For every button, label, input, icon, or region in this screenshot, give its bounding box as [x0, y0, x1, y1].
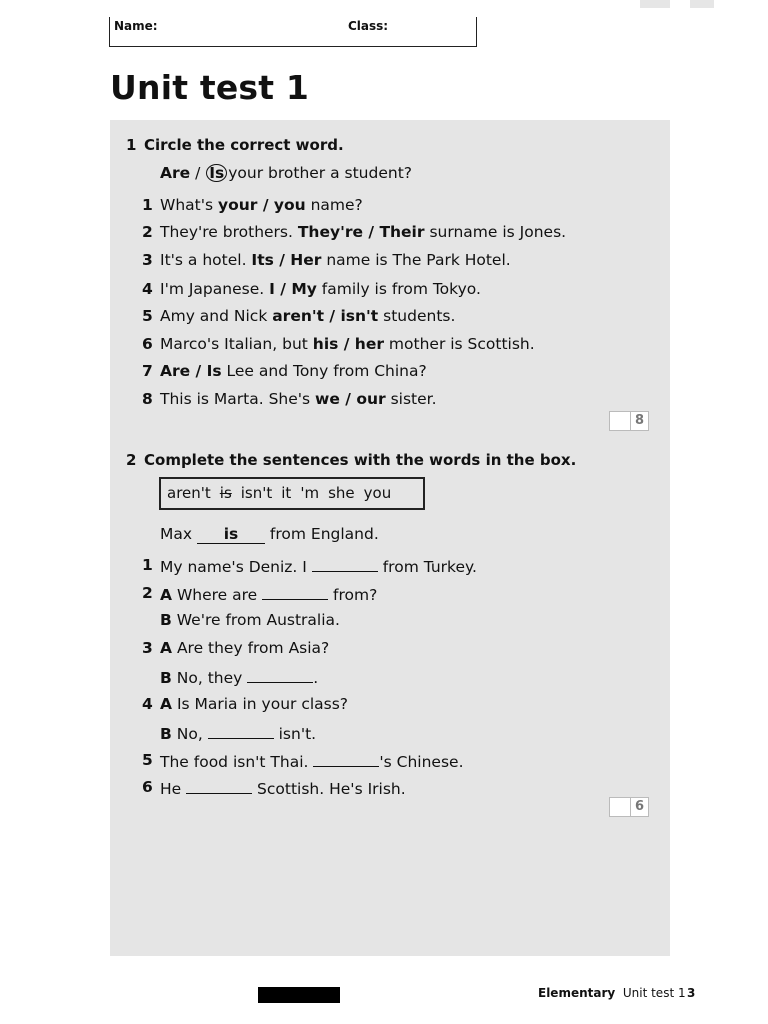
- item-number: 4: [142, 280, 153, 298]
- item-text: mother is Scottish.: [384, 335, 535, 353]
- item-text: from?: [328, 586, 378, 604]
- name-class-box: [109, 17, 477, 47]
- word-options[interactable]: Are / Is: [160, 362, 222, 380]
- item-number: 4: [142, 695, 153, 713]
- section-instruction: Complete the sentences with the words in the box.: [144, 451, 577, 469]
- list-item: [160, 639, 329, 657]
- item-text: Is Maria in your class?: [176, 695, 349, 713]
- answer-blank[interactable]: [312, 556, 378, 572]
- word-options[interactable]: we / our: [315, 390, 386, 408]
- list-item: [160, 778, 406, 798]
- box-word: she: [328, 484, 355, 502]
- speaker-label: A: [160, 586, 172, 604]
- item-text: name?: [305, 196, 363, 214]
- list-item: [160, 307, 455, 325]
- item-text: No, they: [176, 669, 248, 687]
- list-item: [160, 251, 511, 269]
- example-separator: /: [190, 164, 206, 182]
- item-number: 1: [142, 196, 153, 214]
- item-text: Where are: [176, 586, 263, 604]
- footer-test: Unit test 1: [622, 986, 686, 1000]
- item-number: 2: [142, 223, 153, 241]
- word-options[interactable]: I / My: [269, 280, 317, 298]
- list-item: [160, 196, 363, 214]
- example-rest: your brother a student?: [228, 164, 413, 182]
- item-text: students.: [378, 307, 456, 325]
- item-text: Lee and Tony from China?: [221, 362, 427, 380]
- speaker-label: A: [160, 695, 172, 713]
- item-number: 7: [142, 362, 153, 380]
- answer-blank[interactable]: [262, 584, 328, 600]
- answer-blank[interactable]: [208, 723, 274, 739]
- item-number: 3: [142, 251, 153, 269]
- list-item: [160, 362, 427, 380]
- box-word: it: [281, 484, 292, 502]
- item-text: We're from Australia.: [176, 611, 340, 629]
- box-word: isn't: [240, 484, 273, 502]
- item-text: .: [313, 669, 319, 687]
- word-options[interactable]: your / you: [218, 196, 306, 214]
- item-number: 8: [142, 390, 153, 408]
- item-number: 6: [142, 778, 153, 796]
- box-word: 'm: [300, 484, 320, 502]
- list-item: [160, 390, 437, 408]
- box-word-used: is: [219, 484, 232, 502]
- footer-redaction-bar: [258, 987, 340, 1003]
- section-1-score-box[interactable]: [609, 411, 649, 431]
- list-item: [160, 667, 318, 687]
- box-word: aren't: [167, 484, 211, 502]
- name-label: Name:: [114, 19, 158, 33]
- list-item: [160, 223, 566, 241]
- item-text: name is The Park Hotel.: [321, 251, 511, 269]
- item-text: Are they from Asia?: [176, 639, 330, 657]
- item-number: 5: [142, 307, 153, 325]
- speaker-label: A: [160, 639, 172, 657]
- item-text: It's a hotel.: [160, 251, 252, 269]
- item-text: Amy and Nick: [160, 307, 273, 325]
- word-options[interactable]: Its / Her: [251, 251, 322, 269]
- speaker-label: B: [160, 669, 172, 687]
- corner-mark: [690, 0, 714, 8]
- item-text: I'm Japanese.: [160, 280, 270, 298]
- item-number: 5: [142, 751, 153, 769]
- item-text: sister.: [385, 390, 437, 408]
- item-text: No,: [176, 725, 208, 743]
- item-text: What's: [160, 196, 218, 214]
- list-item: [160, 556, 477, 576]
- page-number: 3: [687, 986, 696, 1000]
- section-number: 2: [126, 451, 137, 469]
- section-instruction: Circle the correct word.: [144, 136, 344, 154]
- page-title: Unit test 1: [110, 68, 310, 107]
- item-number: 6: [142, 335, 153, 353]
- item-text: from Turkey.: [377, 558, 477, 576]
- example-option-a: Are: [160, 164, 191, 182]
- box-word: you: [363, 484, 392, 502]
- list-item: [160, 751, 464, 771]
- list-item: [160, 335, 535, 353]
- example-text: Max: [160, 525, 197, 543]
- list-item: [160, 584, 377, 604]
- word-options[interactable]: his / her: [312, 335, 384, 353]
- item-text: Scottish. He's Irish.: [252, 780, 406, 798]
- item-text: The food isn't Thai.: [160, 753, 314, 771]
- item-text: surname is Jones.: [424, 223, 567, 241]
- section-2-example: [160, 525, 379, 544]
- example-answer: is: [197, 525, 265, 544]
- speaker-label: B: [160, 611, 172, 629]
- section-1-example: [160, 164, 412, 182]
- section-number: 1: [126, 136, 137, 154]
- section-2-score-box[interactable]: [609, 797, 649, 817]
- item-text: 's Chinese.: [379, 753, 464, 771]
- footer-level: Elementary: [538, 986, 616, 1000]
- circled-answer: Is: [206, 164, 227, 182]
- list-item: [160, 280, 481, 298]
- footer-label: [538, 986, 686, 1000]
- class-label: Class:: [348, 19, 389, 33]
- section-2-heading: [126, 451, 576, 469]
- item-text: isn't.: [273, 725, 317, 743]
- example-text: from England.: [264, 525, 379, 543]
- word-options[interactable]: aren't / isn't: [272, 307, 379, 325]
- corner-mark: [640, 0, 670, 8]
- item-text: Marco's Italian, but: [160, 335, 313, 353]
- answer-blank[interactable]: [186, 778, 252, 794]
- item-number: 3: [142, 639, 153, 657]
- score-total: 8: [630, 412, 648, 430]
- list-item: [160, 723, 316, 743]
- answer-blank[interactable]: [313, 751, 379, 767]
- item-text: My name's Deniz. I: [160, 558, 312, 576]
- list-item: [160, 611, 340, 629]
- item-number: 1: [142, 556, 153, 574]
- score-total: 6: [630, 798, 648, 816]
- item-text: They're brothers.: [160, 223, 298, 241]
- word-box: [159, 477, 425, 510]
- item-text: family is from Tokyo.: [316, 280, 481, 298]
- item-text: He: [160, 780, 187, 798]
- item-number: 2: [142, 584, 153, 602]
- answer-blank[interactable]: [247, 667, 313, 683]
- speaker-label: B: [160, 725, 172, 743]
- word-options[interactable]: They're / Their: [297, 223, 425, 241]
- section-1-heading: [126, 136, 344, 154]
- list-item: [160, 695, 348, 713]
- item-text: This is Marta. She's: [160, 390, 316, 408]
